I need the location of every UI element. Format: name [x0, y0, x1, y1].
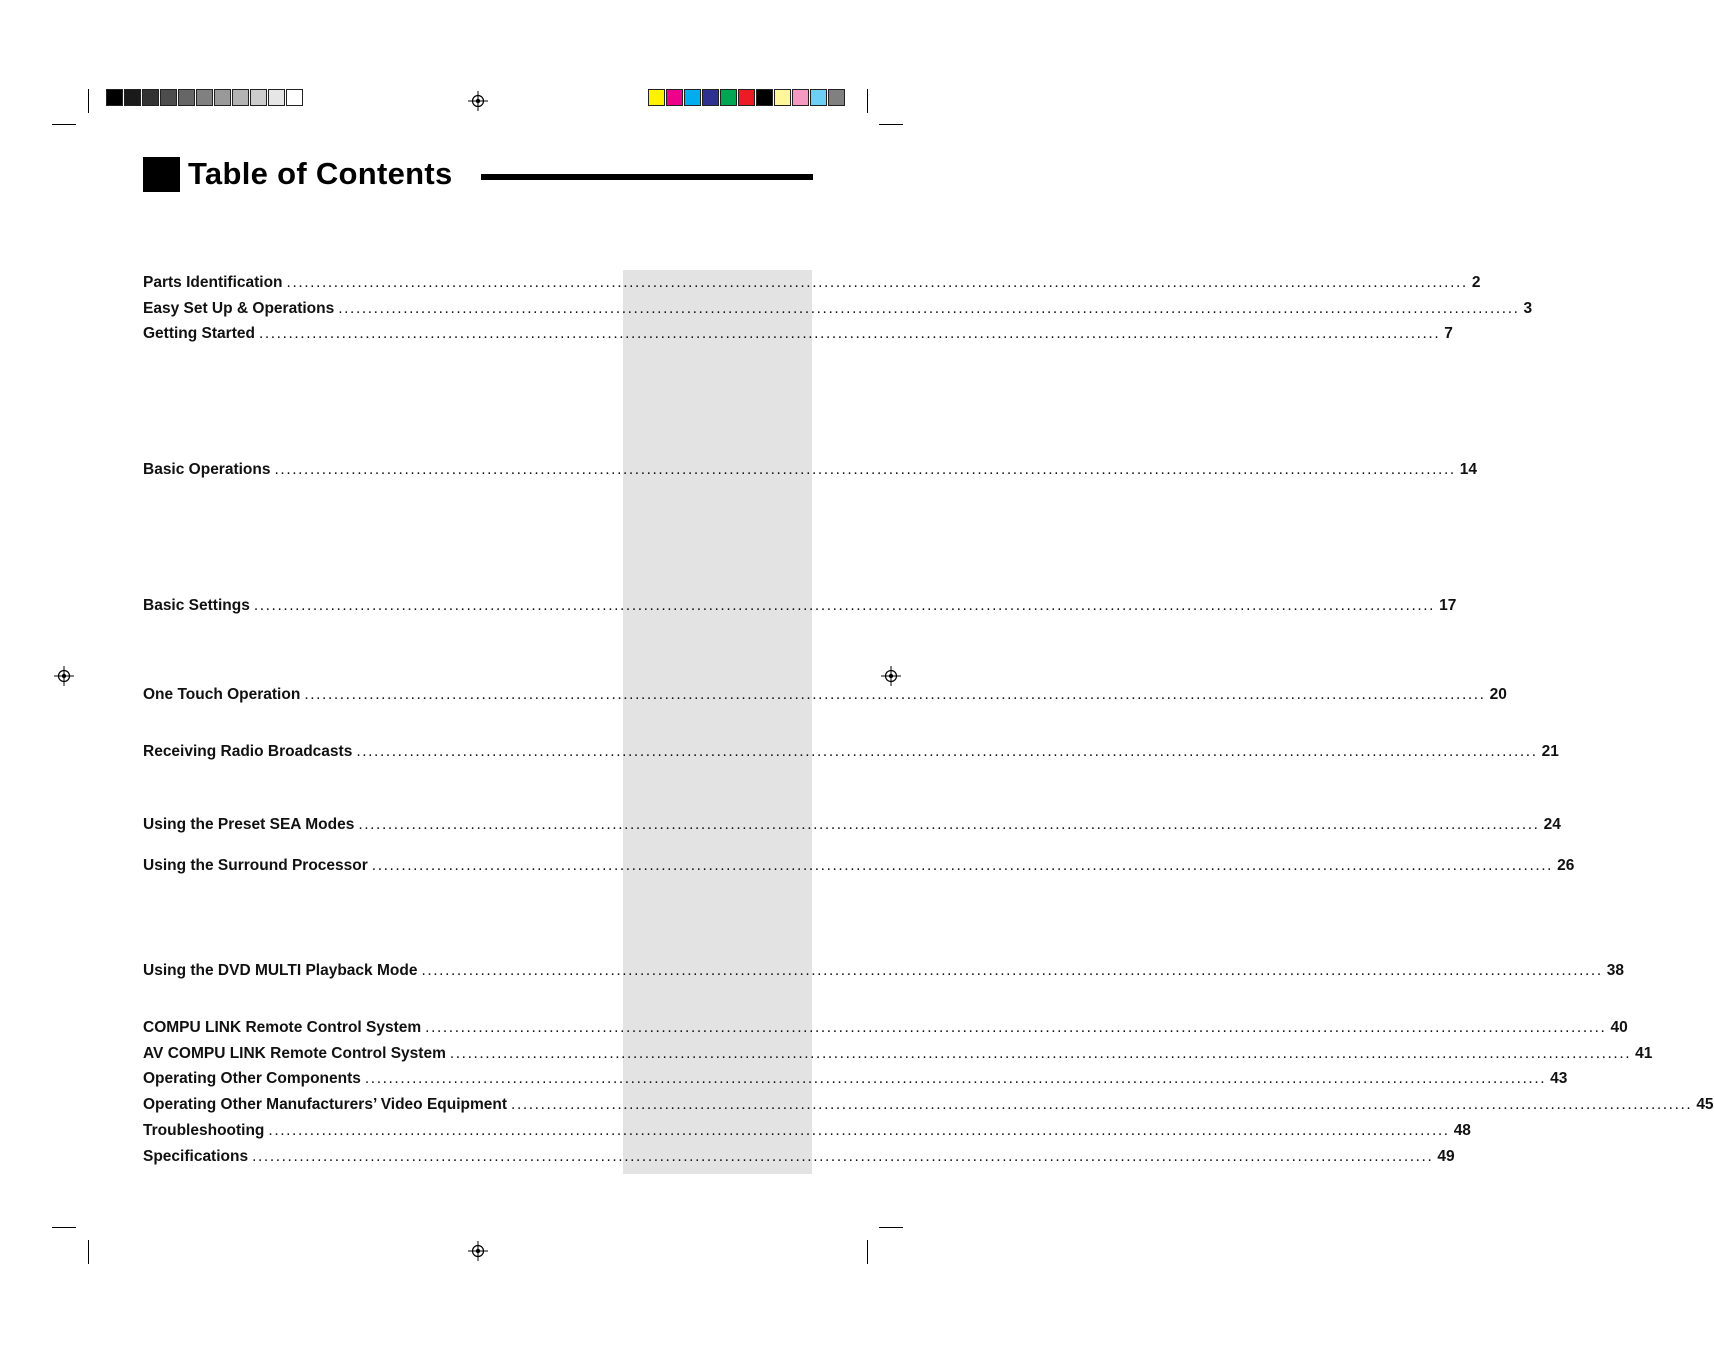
- toc-entry-easy-set-up[interactable]: [143, 298, 1533, 320]
- calibration-swatch: [268, 89, 285, 106]
- toc-leader-dots: ........................................................................................................................................................................................................: [274, 461, 1456, 478]
- toc-entry-label: COMPU LINK Remote Control System: [143, 1019, 422, 1036]
- toc-entry-page: 21: [1541, 743, 1559, 760]
- toc-entry-label: Easy Set Up & Operations: [143, 300, 335, 317]
- toc-entry-label: Getting Started: [143, 325, 255, 342]
- calibration-swatch: [756, 89, 773, 106]
- toc-leader-dots: ........................................................................................................................................................................................................: [449, 1045, 1632, 1062]
- toc-leader-dots: ........................................................................................................................................................................................................: [371, 857, 1554, 874]
- toc-leader-dots: ........................................................................................................................................................................................................: [258, 325, 1441, 342]
- crop-mark: [88, 89, 89, 113]
- toc-entry-label: Parts Identification: [143, 274, 283, 291]
- calibration-swatch: [142, 89, 159, 106]
- toc-leader-dots: ........................................................................................................................................................................................................: [252, 1148, 1434, 1165]
- crop-mark: [867, 89, 868, 113]
- crop-mark: [88, 1240, 89, 1264]
- toc-entry-specifications[interactable]: [143, 1146, 1455, 1168]
- toc-entry-receiving-radio[interactable]: [143, 741, 1559, 763]
- toc-leader-dots: ........................................................................................................................................................................................................: [304, 686, 1486, 703]
- toc-entry-label: AV COMPU LINK Remote Control System: [143, 1045, 446, 1062]
- toc-entry-other-manufacturers[interactable]: [143, 1094, 1714, 1116]
- toc-entry-page: 14: [1459, 461, 1478, 478]
- gray-calibration-strip: [106, 89, 304, 106]
- toc-entry-basic-settings[interactable]: [143, 595, 1457, 617]
- calibration-swatch: [106, 89, 123, 106]
- toc-leader-dots: ........................................................................................................................................................................................................: [511, 1096, 1693, 1113]
- calibration-swatch: [232, 89, 249, 106]
- toc-entry-label: Receiving Radio Broadcasts: [143, 743, 353, 760]
- toc-entry-label: Operating Other Components: [143, 1070, 361, 1087]
- page-title: Table of Contents: [188, 156, 453, 191]
- toc-entry-page: 40: [1610, 1019, 1628, 1036]
- toc-leader-dots: ........................................................................................................................................................................................................: [358, 816, 1540, 833]
- toc-leader-dots: ........................................................................................................................................................................................................: [268, 1122, 1450, 1139]
- toc-entry-page: 17: [1439, 597, 1457, 614]
- toc-entry-label: Using the Surround Processor: [143, 857, 368, 874]
- toc-entry-page: 45: [1696, 1096, 1714, 1113]
- crop-mark: [867, 1240, 868, 1264]
- calibration-swatch: [666, 89, 683, 106]
- toc-entry-page: 41: [1635, 1045, 1653, 1062]
- toc-entry-page: 49: [1437, 1148, 1455, 1165]
- calibration-swatch: [702, 89, 719, 106]
- toc-entry-label: Using the DVD MULTI Playback Mode: [143, 962, 418, 979]
- color-calibration-strip: [648, 89, 846, 106]
- toc-leader-dots: ........................................................................................................................................................................................................: [253, 597, 1436, 614]
- calibration-swatch: [792, 89, 809, 106]
- calibration-swatch: [774, 89, 791, 106]
- toc-entry-basic-operations[interactable]: [143, 459, 1478, 481]
- calibration-swatch: [828, 89, 845, 106]
- toc-entry-label: One Touch Operation: [143, 686, 301, 703]
- toc-entry-page: 7: [1444, 325, 1453, 342]
- toc-entry-av-compu-link[interactable]: [143, 1043, 1653, 1065]
- toc-entry-page: 26: [1557, 857, 1575, 874]
- crosshair-target-icon: [468, 91, 488, 111]
- calibration-swatch: [286, 89, 303, 106]
- toc-entry-page: 2: [1471, 274, 1481, 291]
- crosshair-target-icon: [54, 666, 74, 686]
- calibration-swatch: [648, 89, 665, 106]
- calibration-swatch: [196, 89, 213, 106]
- toc-entry-page: 43: [1550, 1070, 1568, 1087]
- toc-entry-preset-sea-modes[interactable]: [143, 814, 1561, 836]
- calibration-swatch: [738, 89, 755, 106]
- toc-leader-dots: ........................................................................................................................................................................................................: [425, 1019, 1607, 1036]
- toc-entry-label: Basic Operations: [143, 461, 271, 478]
- toc-entry-label: Specifications: [143, 1148, 249, 1165]
- crosshair-target-icon: [468, 1241, 488, 1261]
- toc-entry-label: Operating Other Manufacturers’ Video Equipment: [143, 1096, 508, 1113]
- toc-entry-troubleshooting[interactable]: [143, 1120, 1471, 1142]
- toc-entry-page: 48: [1453, 1122, 1471, 1139]
- toc-entry-surround-processor[interactable]: [143, 855, 1575, 877]
- toc-leader-dots: ........................................................................................................................................................................................................: [338, 300, 1520, 317]
- calibration-swatch: [250, 89, 267, 106]
- toc-entry-label: Using the Preset SEA Modes: [143, 816, 355, 833]
- crop-mark: [52, 1227, 76, 1228]
- toc-entry-label: Troubleshooting: [143, 1122, 265, 1139]
- calibration-swatch: [684, 89, 701, 106]
- toc-entry-label: Basic Settings: [143, 597, 250, 614]
- toc-entry-parts-identification[interactable]: [143, 272, 1481, 294]
- crop-mark: [879, 1227, 903, 1228]
- calibration-swatch: [178, 89, 195, 106]
- calibration-swatch: [124, 89, 141, 106]
- calibration-swatch: [160, 89, 177, 106]
- toc-leader-dots: ........................................................................................................................................................................................................: [356, 743, 1538, 760]
- toc-leader-dots: ........................................................................................................................................................................................................: [364, 1070, 1547, 1087]
- crop-mark: [52, 124, 76, 125]
- title-rule: [481, 174, 813, 180]
- toc-entry-one-touch-operation[interactable]: [143, 684, 1507, 706]
- toc-entry-page: 38: [1606, 962, 1624, 979]
- toc-entry-page: 24: [1543, 816, 1561, 833]
- calibration-swatch: [214, 89, 231, 106]
- calibration-swatch: [810, 89, 827, 106]
- crosshair-target-icon: [881, 666, 901, 686]
- toc-leader-dots: ........................................................................................................................................................................................................: [286, 274, 1468, 291]
- toc-entry-getting-started[interactable]: [143, 323, 1453, 345]
- toc-entry-other-components[interactable]: [143, 1068, 1568, 1090]
- title-marker-block: [143, 157, 180, 192]
- toc-leader-dots: ........................................................................................................................................................................................................: [421, 962, 1603, 979]
- toc-entry-page: 20: [1489, 686, 1507, 703]
- calibration-swatch: [720, 89, 737, 106]
- toc-entry-compu-link[interactable]: [143, 1017, 1628, 1039]
- toc-entry-dvd-multi-playback[interactable]: [143, 960, 1624, 982]
- crop-mark: [879, 124, 903, 125]
- toc-entry-page: 3: [1523, 300, 1533, 317]
